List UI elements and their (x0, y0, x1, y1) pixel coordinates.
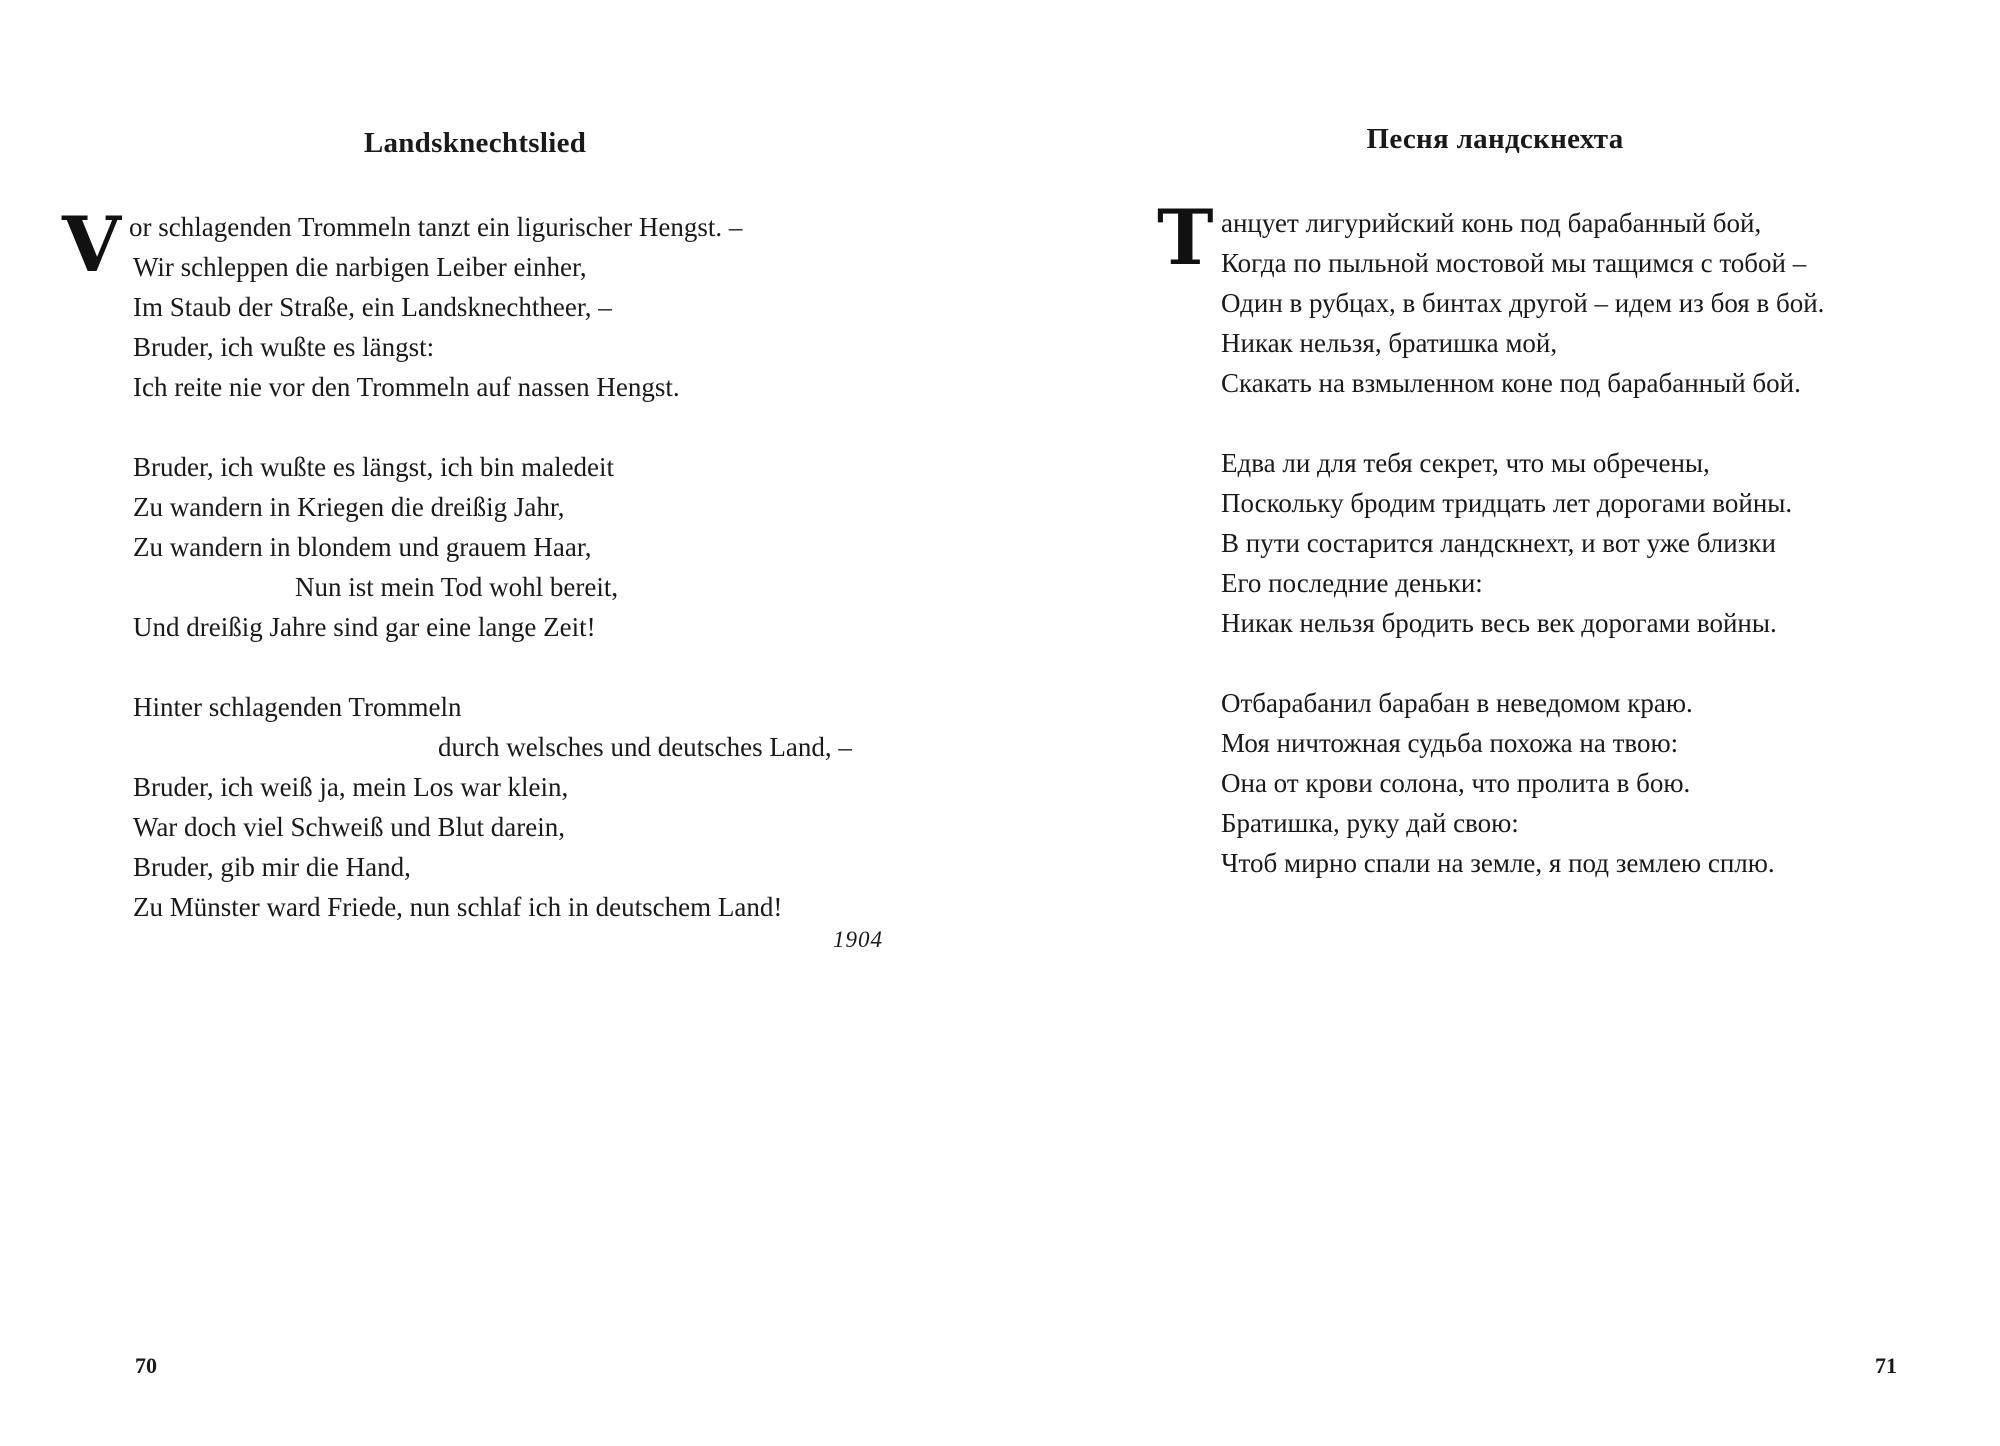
drop-cap-german: V (62, 200, 121, 289)
right-page (1000, 0, 2000, 1446)
poem-line: Братишка, руку дай свою: (1221, 808, 1519, 838)
drop-cap-russian: Т (1157, 193, 1214, 282)
poem-line: Wir schleppen die narbigen Leiber einher, (133, 252, 587, 282)
poem-line: Bruder, ich weiß ja, mein Los war klein, (133, 772, 569, 802)
poem-line: Моя ничтожная судьба похожа на твою: (1221, 728, 1679, 758)
poem-line: War doch viel Schweiß und Blut darein, (133, 812, 565, 842)
poem-line: Bruder, gib mir die Hand, (133, 852, 411, 882)
poem-line: Zu wandern in Kriegen die dreißig Jahr, (133, 492, 565, 522)
poem-line: or schlagenden Trommeln tanzt ein ligurischer Hengst. – (129, 212, 743, 242)
poem-line: Его последние деньки: (1221, 568, 1483, 598)
page-number-right: 71 (1875, 1353, 1897, 1378)
stanza-gap (133, 407, 852, 447)
stanza-gap (1221, 403, 1824, 443)
poem-line: Едва ли для тебя секрет, что мы обречены, (1221, 448, 1710, 478)
poem-russian (1221, 203, 1824, 883)
poem-line: Поскольку бродим тридцать лет дорогами войны. (1221, 488, 1793, 518)
poem-line: Никак нельзя, братишка мой, (1221, 328, 1558, 358)
poem-date: 1904 (833, 927, 883, 952)
poem-line: Bruder, ich wußte es längst: (133, 332, 435, 362)
poem-german (129, 207, 852, 927)
poem-line: Zu Münster ward Friede, nun schlaf ich in deutschem Land! (133, 892, 783, 922)
page-number-left: 70 (135, 1353, 157, 1378)
poem-line: Bruder, ich wußte es längst, ich bin maledeit (133, 452, 615, 482)
poem-line: Und dreißig Jahre sind gar eine lange Zeit! (133, 612, 596, 642)
poem-line: Hinter schlagenden Trommeln (133, 692, 462, 722)
poem-line-indented: Nun ist mein Tod wohl bereit, (295, 572, 619, 602)
poem-line: Когда по пыльной мостовой мы тащимся с тобой – (1221, 248, 1807, 278)
poem-title-russian: Песня ландскнехта (1366, 123, 1624, 155)
poem-line: Zu wandern in blondem und grauem Haar, (133, 532, 592, 562)
poem-line: Отбарабанил барабан в неведомом краю. (1221, 688, 1693, 718)
poem-line: Никак нельзя бродить весь век дорогами войны. (1221, 608, 1777, 638)
poem-line: Скакать на взмыленном коне под барабанный бой. (1221, 368, 1801, 398)
poem-line: Im Staub der Straße, ein Landsknechtheer, – (133, 292, 612, 322)
poem-line: Один в рубцах, в бинтах другой – идем из боя в бой. (1221, 288, 1825, 318)
poem-line: Она от крови солона, что пролита в бою. (1221, 768, 1691, 798)
stanza-gap (133, 647, 852, 687)
stanza-gap (1221, 643, 1824, 683)
poem-line: В пути состарится ландскнехт, и вот уже близки (1221, 528, 1776, 558)
poem-line-indented: durch welsches und deutsches Land, – (438, 732, 852, 762)
poem-title-german: Landsknechtslied (363, 127, 587, 159)
poem-line: Чтоб мирно спали на земле, я под землею сплю. (1221, 848, 1775, 878)
poem-line: анцует лигурийский конь под барабанный бой, (1221, 208, 1762, 238)
poem-line: Ich reite nie vor den Trommeln auf nassen Hengst. (133, 372, 680, 402)
